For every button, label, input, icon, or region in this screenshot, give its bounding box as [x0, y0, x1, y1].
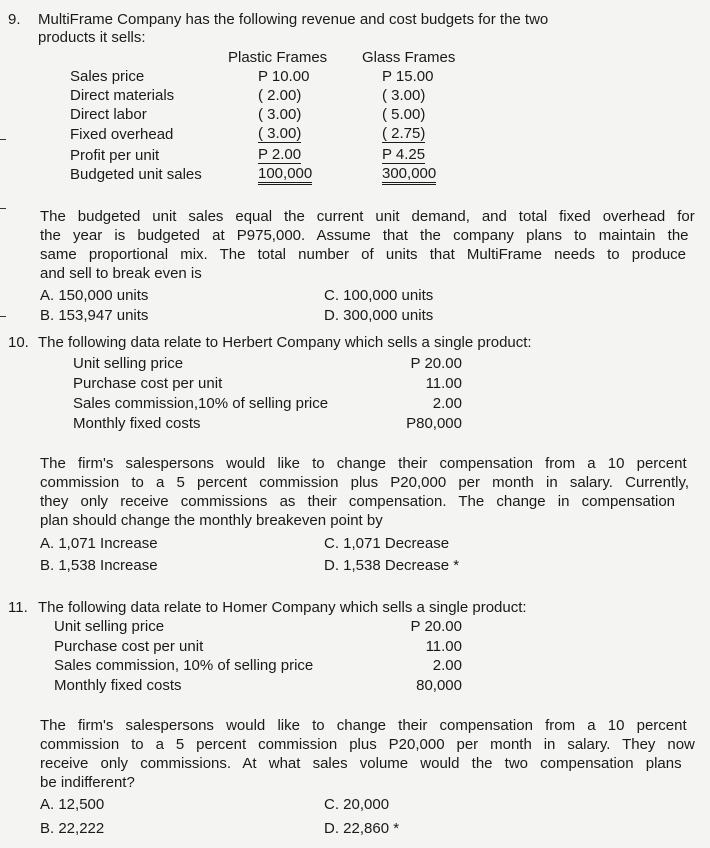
question-stem: The following data relate to Homer Company which sells a single product: — [38, 599, 527, 616]
choice-d[interactable]: D. 300,000 units — [324, 307, 434, 324]
row-value: P 20.00 — [410, 355, 462, 372]
question-paragraph-line: same proportional mix. The total number of units that MultiFrame needs to produce — [40, 246, 686, 263]
question-number: 11. — [8, 599, 28, 616]
question-paragraph-line: the year is budgeted at P975,000. Assume that the company plans to maintain the — [40, 227, 689, 244]
question-paragraph-line: receive only commissions. At what sales volume would the two compensation plans — [40, 755, 682, 772]
row-label: Sales commission,10% of selling price — [73, 395, 329, 412]
question-paragraph-line: commission to a 5 percent commission plus P20,000 per month in salary. They now — [40, 736, 695, 753]
glass-value: P 4.25 — [382, 146, 426, 163]
question-paragraph-line: plan should change the monthly breakeven point by — [40, 512, 383, 529]
question-paragraph-line: The budgeted unit sales equal the current unit demand, and total fixed overhead for — [40, 208, 695, 225]
choice-b[interactable]: B. 153,947 units — [40, 307, 149, 324]
column-header-plastic: Plastic Frames — [228, 49, 328, 66]
choice-a[interactable]: A. 150,000 units — [40, 287, 149, 304]
plastic-value: P 10.00 — [258, 68, 310, 85]
choice-c[interactable]: C. 1,071 Decrease — [324, 535, 450, 552]
question-stem: The following data relate to Herbert Company which sells a single product: — [38, 334, 532, 351]
row-label: Unit selling price — [54, 618, 165, 635]
row-label: Fixed overhead — [70, 126, 174, 143]
choice-c[interactable]: C. 20,000 — [324, 796, 390, 813]
choice-c[interactable]: C. 100,000 units — [324, 287, 434, 304]
choice-d[interactable]: D. 22,860 * — [324, 820, 400, 837]
row-value: 80,000 — [416, 677, 462, 694]
plastic-value: ( 2.00) — [258, 87, 302, 104]
row-label: Sales price — [70, 68, 145, 85]
glass-value: ( 2.75) — [382, 125, 426, 142]
plastic-value: ( 3.00) — [258, 106, 302, 123]
row-value: 11.00 — [425, 375, 462, 392]
row-label: Monthly fixed costs — [54, 677, 182, 694]
row-value: P 20.00 — [410, 618, 462, 635]
glass-value: 300,000 — [382, 165, 436, 185]
question-paragraph-line: The firm's salespersons would like to change their compensation from a 10 percent — [40, 717, 687, 734]
choice-d[interactable]: D. 1,538 Decrease * — [324, 557, 460, 574]
plastic-value: 100,000 — [258, 165, 312, 185]
row-label: Monthly fixed costs — [73, 415, 201, 432]
row-value: 2.00 — [432, 395, 462, 412]
row-label: Sales commission, 10% of selling price — [54, 657, 314, 674]
row-label: Profit per unit — [70, 147, 160, 164]
row-label: Budgeted unit sales — [70, 166, 202, 183]
margin-mark — [0, 139, 6, 140]
question-stem-line: MultiFrame Company has the following revenue and cost budgets for the two — [38, 11, 549, 28]
plastic-value: P 2.00 — [258, 146, 302, 163]
plastic-value: ( 3.00) — [258, 125, 302, 142]
row-label: Unit selling price — [73, 355, 184, 372]
row-label: Purchase cost per unit — [54, 638, 204, 655]
choice-a[interactable]: A. 12,500 — [40, 796, 105, 813]
question-paragraph-line: The firm's salespersons would like to change their compensation from a 10 percent — [40, 455, 687, 472]
question-paragraph-line: they only receive commissions as their compensation. The change in compensation — [40, 493, 676, 510]
choice-b[interactable]: B. 22,222 — [40, 820, 105, 837]
column-header-glass: Glass Frames — [362, 49, 456, 66]
margin-mark — [0, 208, 6, 209]
row-label: Purchase cost per unit — [73, 375, 223, 392]
question-number: 10. — [8, 334, 29, 351]
question-paragraph-line: be indifferent? — [40, 774, 135, 791]
question-number: 9. — [8, 11, 21, 28]
row-label: Direct materials — [70, 87, 175, 104]
question-stem-line: products it sells: — [38, 29, 146, 46]
glass-value: P 15.00 — [382, 68, 434, 85]
row-value: P80,000 — [406, 415, 462, 432]
choice-a[interactable]: A. 1,071 Increase — [40, 535, 158, 552]
row-value: 11.00 — [425, 638, 462, 655]
glass-value: ( 3.00) — [382, 87, 426, 104]
margin-mark — [0, 316, 6, 317]
row-value: 2.00 — [432, 657, 462, 674]
row-label: Direct labor — [70, 106, 147, 123]
question-paragraph-line: commission to a 5 percent commission plus P20,000 per month in salary. Currently, — [40, 474, 690, 491]
question-paragraph-line: and sell to break even is — [40, 265, 202, 282]
choice-b[interactable]: B. 1,538 Increase — [40, 557, 158, 574]
glass-value: ( 5.00) — [382, 106, 426, 123]
